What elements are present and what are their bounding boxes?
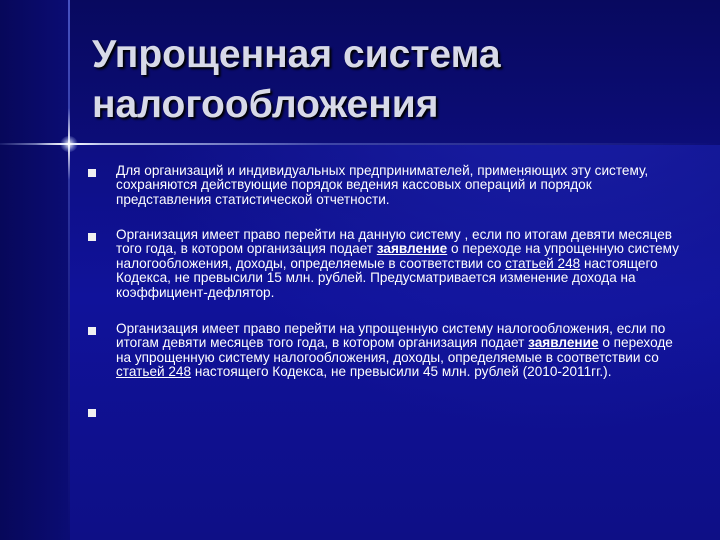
list-item	[88, 404, 688, 424]
list-item	[88, 164, 688, 228]
list-item-text: Организация имеет право перейти на упрощенную систему налогообложения, если по итогам девяти месяцев того года, в котором организация подает заявление о переходе на упрощенную систему налогообложения, доходы, определяемые в соответствии со статьей 248 настоящего Кодекса, не превысили 45 млн. рублей (2010-2011гг.).	[116, 321, 673, 380]
vertical-divider	[68, 0, 70, 540]
bullet-list	[88, 164, 688, 424]
square-bullet-icon	[88, 233, 96, 241]
article-248-link[interactable]: статьей 248	[116, 364, 192, 380]
square-bullet-icon	[88, 169, 96, 177]
zayavlenie-link[interactable]: заявление	[376, 241, 448, 257]
list-item	[88, 322, 688, 404]
title-line-2: налогообложения	[92, 83, 439, 126]
article-248-link[interactable]: статьей 248	[505, 255, 581, 271]
title-line-1: Упрощенная система	[92, 33, 501, 76]
list-item	[88, 228, 688, 322]
horizontal-divider	[0, 143, 720, 145]
list-item-text: Для организаций и индивидуальных предпринимателей, применяющих эту систему, сохраняются действующие порядок ведения кассовых операций и порядок представления статистической отчетности.	[116, 163, 649, 207]
square-bullet-icon	[88, 409, 96, 417]
square-bullet-icon	[88, 327, 96, 335]
slide-title	[92, 30, 692, 130]
zayavlenie-link[interactable]: заявление	[528, 335, 599, 351]
left-band	[0, 0, 70, 540]
list-item-text: Организация имеет право перейти на данную систему , если по итогам девяти месяцев того года, в котором организация подает заявление о переходе на упрощенную систему налогообложения, доходы, определяемые в соответствии со статьей 248 настоящего Кодекса, не превысили 15 млн. рублей. Предусматривается изменение дохода на коэффициент-дефлятор.	[116, 227, 679, 300]
sparkle-icon	[60, 136, 78, 152]
